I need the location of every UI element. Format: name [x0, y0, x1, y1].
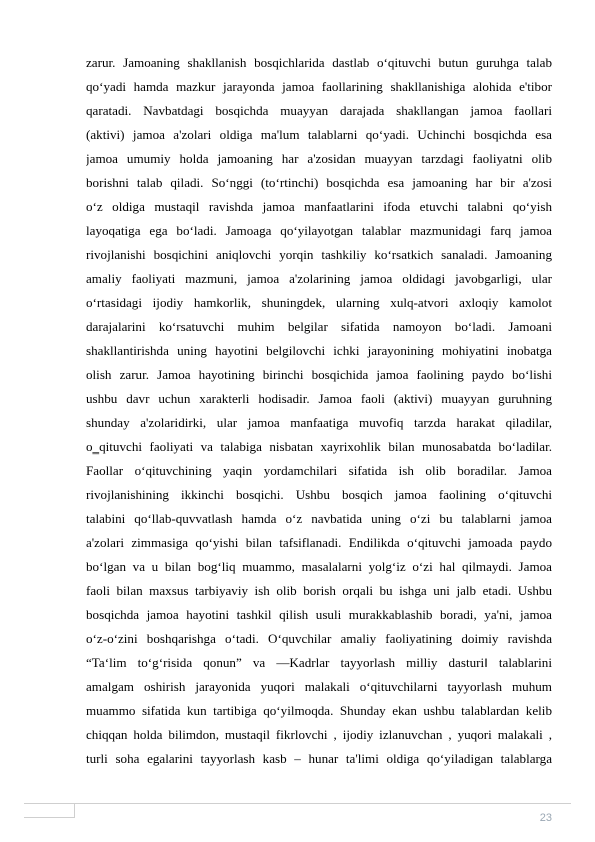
- text-line-3: qaratadi. Navbatdagi bosqichda muayyan darajada shakllangan jamoa faollari: [86, 103, 552, 118]
- text-line-24: bosqichda jamoa hayotini tashkil qilish usuli murakkablashib boradi, ya'ni, jamoa: [86, 607, 552, 622]
- text-line-8: layoqatiga ega bo‘ladi. Jamoaga qo‘yilayotgan talablar mazmunidagi farq jamoa: [86, 223, 552, 238]
- text-line-17: o‗qituvchi faoliyati va talabiga nisbatan xayrixohlik bilan munosabatda bo‘ladilar.: [86, 439, 552, 454]
- page-number: 23: [539, 812, 552, 824]
- text-line-7: o‘z oldiga mustaqil ravishda jamoa manfaatlarini ifoda etuvchi talabni qo‘yish: [86, 199, 552, 214]
- text-line-18: Faollar o‘qituvchining yaqin yordamchilari sifatida ish olib boradilar. Jamoa: [86, 463, 552, 478]
- text-line-12: darajalarini ko‘rsatuvchi muhim belgilar sifatida namoyon bo‘ladi. Jamoani: [86, 319, 552, 334]
- text-line-13: shakllantirishda uning hayotini belgilovchi ichki jarayonining mohiyatini inobatga: [86, 343, 552, 358]
- text-line-11: o‘rtasidagi ijodiy hamkorlik, shuningdek, ularning xulq-atvori axloqiy kamolot: [86, 295, 552, 310]
- text-line-30: turli soha egalarini tayyorlash kasb – hunar ta'limi oldiga qo‘yiladigan talablarga: [86, 751, 552, 766]
- text-line-10: amaliy faoliyati mazmuni, jamoa a'zolarining jamoa oldidagi javobgarligi, ular: [86, 271, 552, 286]
- text-line-16: shunday a'zolaridirki, ular jamoa manfaatiga muvofiq tarzda harakat qiladilar,: [86, 415, 552, 430]
- text-line-5: jamoa umumiy holda jamoaning har a'zosidan muayyan tarzdagi faoliyatni olib: [86, 151, 552, 166]
- text-line-9: rivojlanishi bosqichini aniqlovchi yorqin tashkiliy ko‘rsatkich sanaladi. Jamoaning: [86, 247, 552, 262]
- text-line-27: amalgam oshirish jarayonida yuqori malakali o‘qituvchilarni tayyorlash muhum: [86, 679, 552, 694]
- text-line-23: faoli bilan maxsus tarbiyaviy ish olib borish orqali bu ishga uni jalb etadi. Ushbu: [86, 583, 552, 598]
- text-line-14: olish zarur. Jamoa hayotining birinchi bosqichida jamoa faolining paydo bo‘lishi: [86, 367, 552, 382]
- text-line-25: o‘z-o‘zini boshqarishga o‘tadi. O‘quvchilar amaliy faoliyatining doimiy ravishda: [86, 631, 552, 646]
- text-line-15: ushbu davr uchun xarakterli hodisadir. Jamoa faoli (aktivi) muayyan guruhning: [86, 391, 552, 406]
- footer-divider: [24, 803, 571, 804]
- text-line-4: (aktivi) jamoa a'zolari oldiga ma'lum talablarni qo‘yadi. Uchinchi bosqichda esa: [86, 127, 552, 142]
- text-line-21: a'zolari zimmasiga qo‘yishi bilan tafsiflanadi. Endilikda o‘qituvchi jamoada paydo: [86, 535, 552, 550]
- text-line-19: rivojlanishining ikkinchi bosqichi. Ushbu bosqich jamoa faolining o‘qituvchi: [86, 487, 552, 502]
- footer-corner-box: [24, 803, 75, 818]
- text-line-28: muammo sifatida kun tartibiga qo‘yilmoqda. Shunday ekan ushbu talablardan kelib: [86, 703, 552, 718]
- text-line-22: bo‘lgan va u bilan bog‘liq muammo, masalalarni yolg‘iz o‘zi hal qilmaydi. Jamoa: [86, 559, 552, 574]
- text-line-29: chiqqan holda bilimdon, mustaqil fikrlovchi , ijodiy izlanuvchan , yuqori malakali ,: [86, 727, 552, 742]
- text-line-1: zarur. Jamoaning shakllanish bosqichlarida dastlab o‘qituvchi butun guruhga talab: [86, 55, 552, 70]
- text-line-2: qo‘yadi hamda mazkur jarayonda jamoa faollarining shakllanishiga alohida e'tibor: [86, 79, 552, 94]
- text-line-26: “Ta‘lim to‘g‘risida qonun” va ―Kadrlar tayyorlash milliy dasturi‖ talablarini: [86, 655, 552, 670]
- text-line-20: talabini qo‘llab-quvvatlash hamda o‘z navbatida uning o‘zi bu talablarni jamoa: [86, 511, 552, 526]
- text-line-6: borishni talab qiladi. So‘nggi (to‘rtinchi) bosqichda esa jamoaning har bir a'zosi: [86, 175, 552, 190]
